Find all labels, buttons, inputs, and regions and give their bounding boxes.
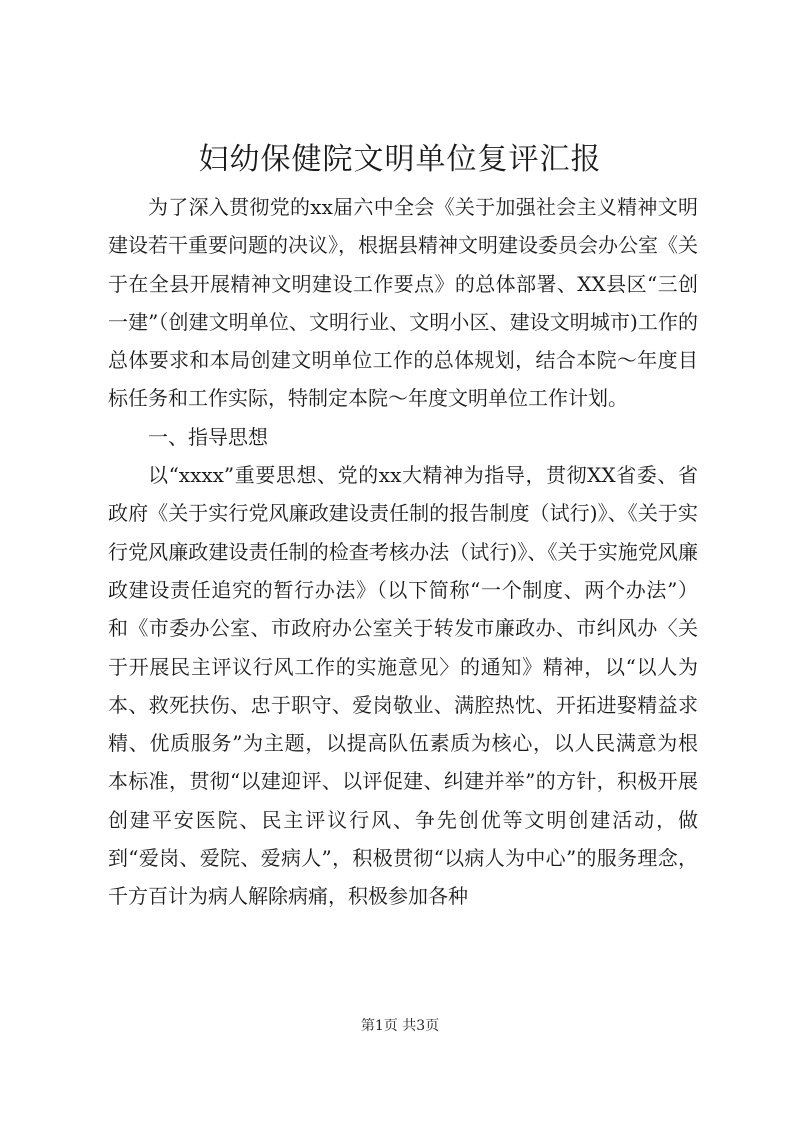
- paragraph-guiding-ideology: 以“xxxx”重要思想、党的xx大精神为指导，贯彻XX省委、省政府《关于实行党风廉政建设责任制的报告制度（试行)》、《关于实行党风廉政建设责任制的检查考核办法（试行)》、《关于实施党风廉政建设责任追究的暂行办法》（以下简称“一个制度、两个办法”）和《市委办公室、市政府办公室关于转发市廉政办、市纠风办〈关于开展民主评议行风工作的实施意见〉的通知》精神，以“以人为本、救死扶伤、忠于职守、爱岗敬业、满腔热忱、开拓进娶精益求精、优质服务”为主题，以提高队伍素质为核心，以人民满意为根本标准，贯彻“以建迎评、以评促建、纠建并举”的方针，积极开展创建平安医院、民主评议行风、争先创优等文明创建活动，做到“爱岗、爱院、爱病人”，积极贯彻“以病人为中心”的服务理念，千方百计为病人解除病痛，积极参加各种: [108, 463, 698, 909]
- section-heading-guiding-ideology: 一、指导思想: [148, 424, 268, 449]
- paragraph-intro: 为了深入贯彻党的xx届六中全会《关于加强社会主义精神文明建设若干重要问题的决议》，根据县精神文明建设委员会办公室《关于在全县开展精神文明建设工作要点》的总体部署、XX县区“三创一建”（创建文明单位、文明行业、文明小区、建设文明城市)工作的总体要求和本局创建文明单位工作的总体规划，结合本院～年度目标任务和工作实际，特制定本院～年度文明单位工作计划。: [108, 195, 698, 411]
- document-title: 妇幼保健院文明单位复评汇报: [198, 142, 602, 177]
- document-body: [108, 188, 698, 916]
- page-footer: 第1页 共3页: [360, 1018, 440, 1034]
